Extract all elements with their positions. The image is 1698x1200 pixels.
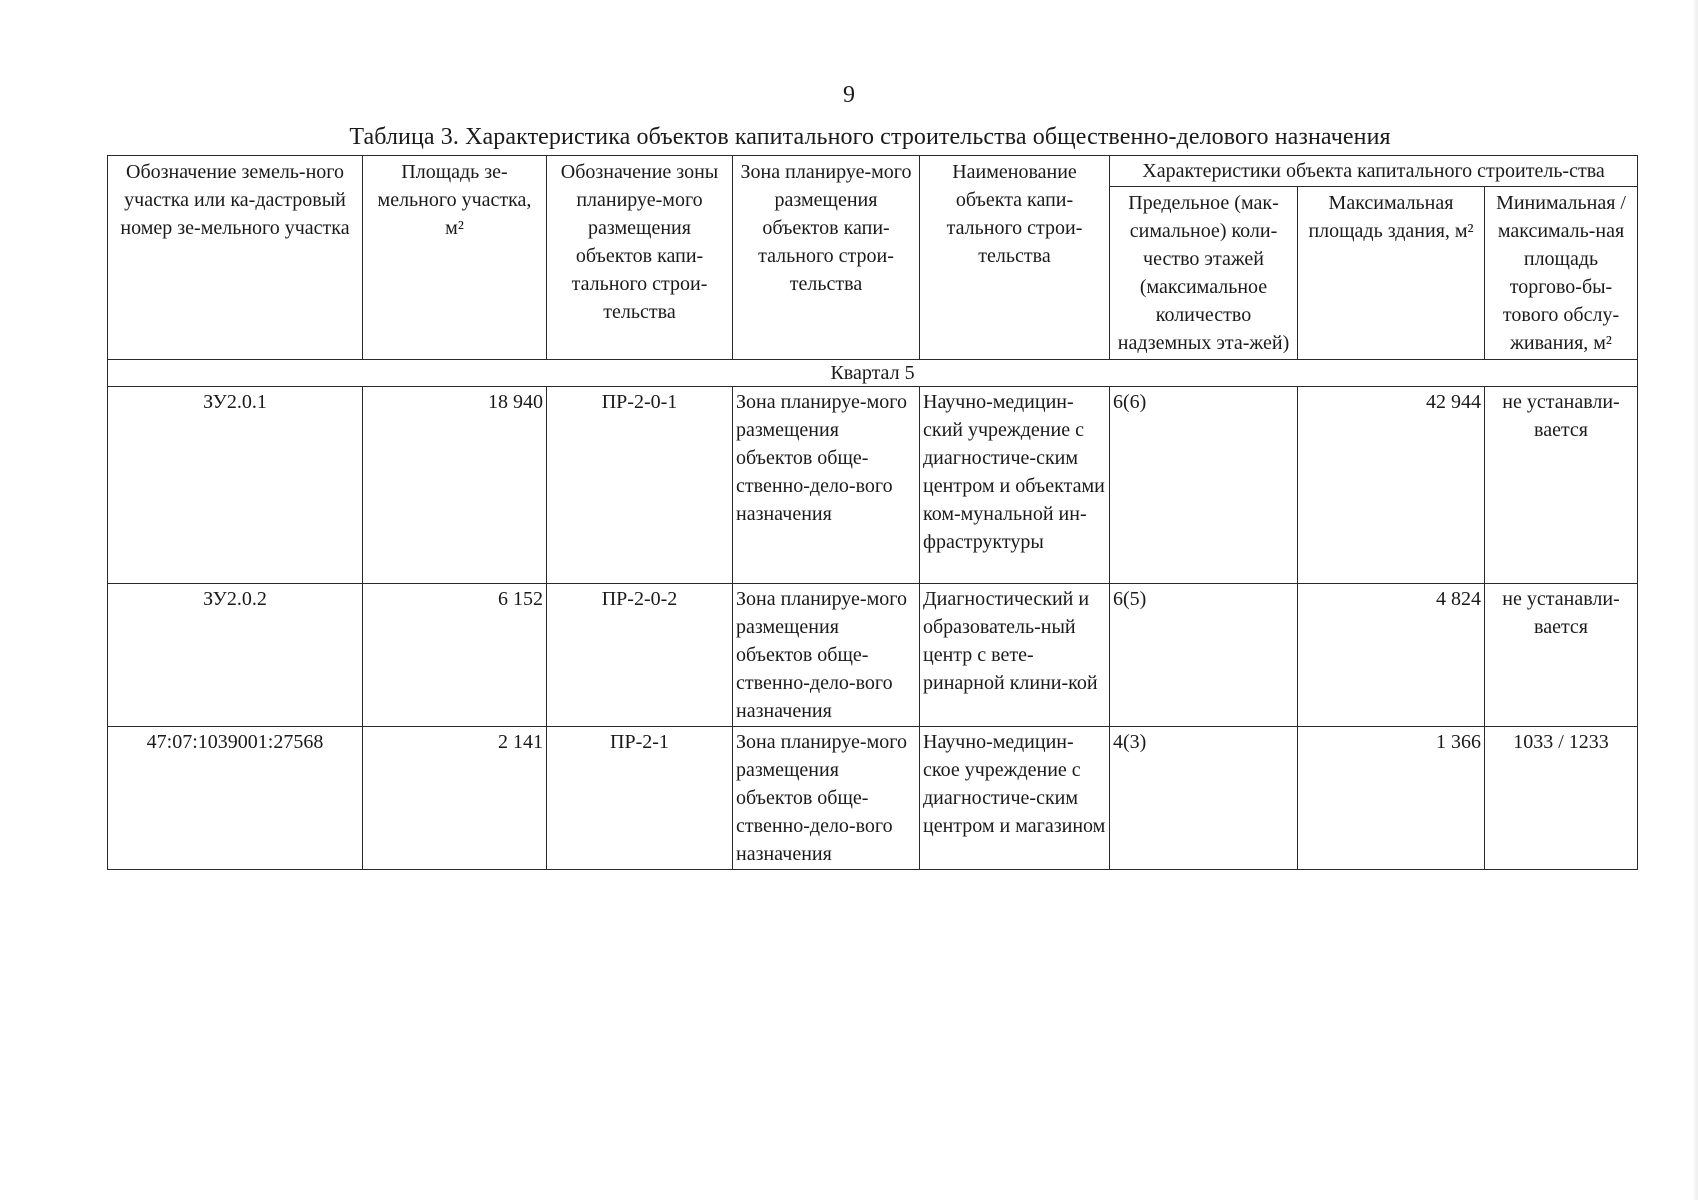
cell-floors: 4(3) <box>1110 727 1298 870</box>
cell-trade-area: не устанавли-вается <box>1485 584 1638 727</box>
section-label: Квартал 5 <box>108 360 1638 387</box>
cell-area: 18 940 <box>363 387 547 584</box>
table-row <box>108 727 1638 870</box>
section-row <box>108 360 1638 387</box>
cell-area: 2 141 <box>363 727 547 870</box>
cell-object-name: Диагностический и образователь-ный центр с вете-ринарной клини-кой <box>920 584 1110 727</box>
header-object-name: Наименование объекта капи-тального строи-тельства <box>920 156 1110 360</box>
cell-max-area: 4 824 <box>1298 584 1485 727</box>
cell-zone: Зона планируе-мого размещения объектов обще-ственно-дело-вого назначения <box>733 387 920 584</box>
header-object-characteristics: Характеристики объекта капитального строитель-ства <box>1110 156 1638 187</box>
cell-zone-code: ПР-2-0-1 <box>547 387 733 584</box>
page-number: 9 <box>843 82 855 108</box>
cell-trade-area: не устанавли-вается <box>1485 387 1638 584</box>
cell-trade-area: 1033 / 1233 <box>1485 727 1638 870</box>
cell-zone-code: ПР-2-0-2 <box>547 584 733 727</box>
header-zone: Зона планируе-мого размещения объектов капи-тального строи-тельства <box>733 156 920 360</box>
header-land-area: Площадь зе-мельного участка, м² <box>363 156 547 360</box>
cell-area: 6 152 <box>363 584 547 727</box>
table-row <box>108 387 1638 584</box>
cell-plot-id: ЗУ2.0.2 <box>108 584 363 727</box>
table-title: Таблица 3. Характеристика объектов капитального строительства общественно-делового назначения <box>349 124 1391 150</box>
cell-floors: 6(6) <box>1110 387 1298 584</box>
cell-object-name: Научно-медицин-ское учреждение с диагностиче-ским центром и магазином <box>920 727 1110 870</box>
header-zone-code: Обозначение зоны планируе-мого размещения объектов капи-тального строи-тельства <box>547 156 733 360</box>
cell-max-area: 42 944 <box>1298 387 1485 584</box>
cell-object-name: Научно-медицин-ский учреждение с диагностиче-ским центром и объектами ком-мунальной ин-фраструктуры <box>920 387 1110 584</box>
cell-zone-code: ПР-2-1 <box>547 727 733 870</box>
cell-plot-id: 47:07:1039001:27568 <box>108 727 363 870</box>
cell-zone: Зона планируе-мого размещения объектов обще-ственно-дело-вого назначения <box>733 727 920 870</box>
cell-floors: 6(5) <box>1110 584 1298 727</box>
cell-max-area: 1 366 <box>1298 727 1485 870</box>
header-land-plot-id: Обозначение земель-ного участка или ка-дастровый номер зе-мельного участка <box>108 156 363 360</box>
header-trade-area: Минимальная / максималь-ная площадь торгово-бы-тового обслу-живания, м² <box>1485 187 1638 360</box>
table-row <box>108 584 1638 727</box>
cell-plot-id: ЗУ2.0.1 <box>108 387 363 584</box>
header-max-floors: Предельное (мак-симальное) коли-чество этажей (максимальное количество надземных эта-жей) <box>1110 187 1298 360</box>
header-max-building-area: Максимальная площадь здания, м² <box>1298 187 1485 360</box>
characteristics-table <box>107 155 1638 870</box>
cell-zone: Зона планируе-мого размещения объектов обще-ственно-дело-вого назначения <box>733 584 920 727</box>
scan-edge <box>1692 0 1698 1200</box>
header-row-1 <box>108 156 1638 187</box>
